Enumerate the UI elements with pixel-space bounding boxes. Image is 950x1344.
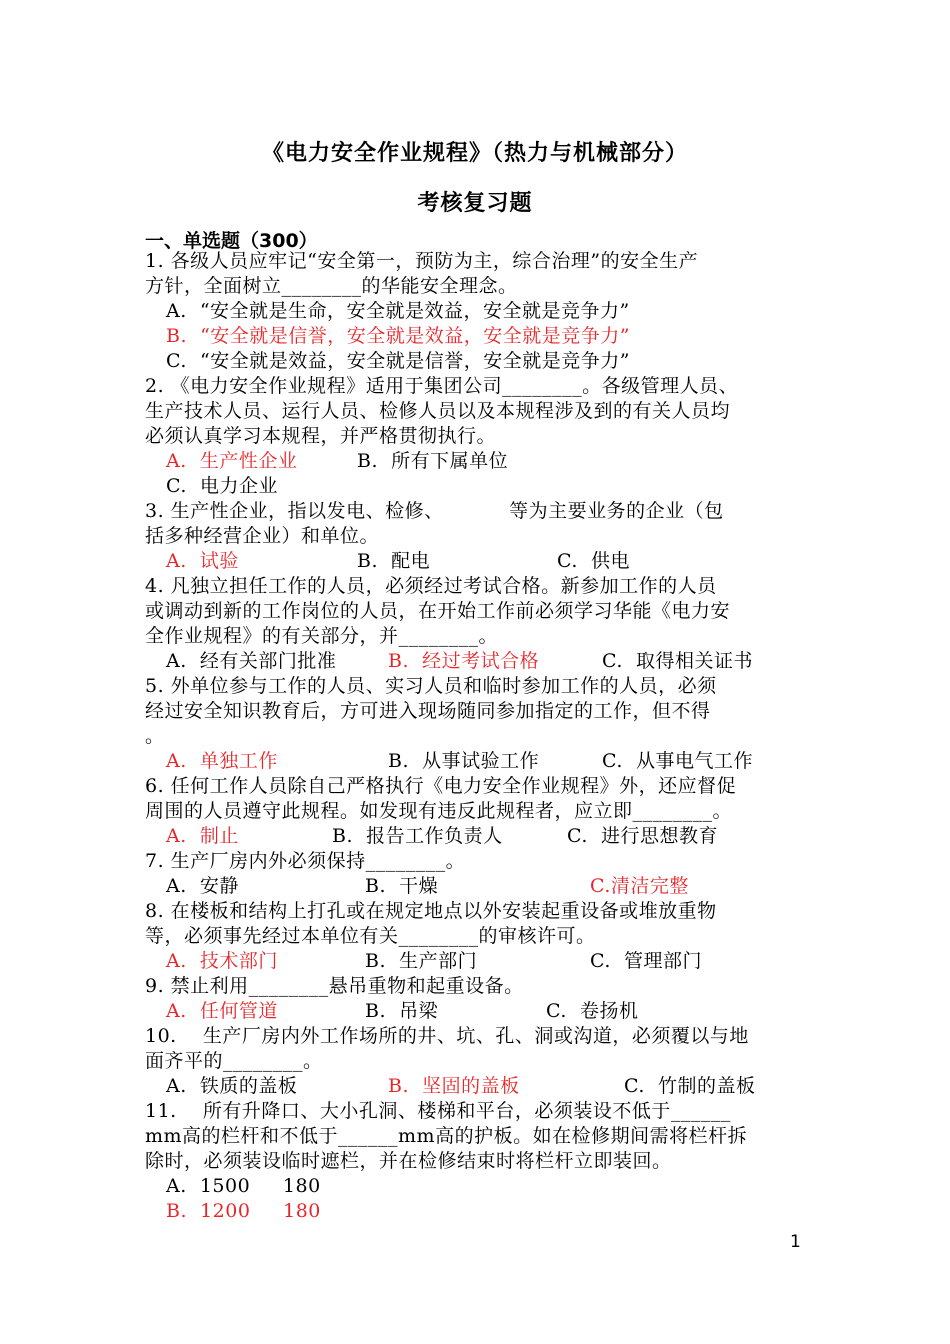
- question-6-line-1: 6. 任何工作人员除自己严格执行《电力安全作业规程》外，还应督促: [145, 775, 737, 797]
- question-5-option-b: B. 从事试验工作: [388, 750, 540, 772]
- question-11-line-3: 除时，必须装设临时遮栏，并在检修结束时将栏杆立即装回。: [145, 1150, 672, 1172]
- question-2-line-2: 生产技术人员、运行人员、检修人员以及本规程涉及到的有关人员均: [145, 400, 731, 422]
- question-7-option-a: A. 安静: [166, 875, 239, 897]
- question-10-line-1: 10. 生产厂房内外工作场所的井、坑、孔、洞或沟道，必须覆以与地: [145, 1025, 749, 1047]
- question-11-line-1: 11. 所有升降口、大小孔洞、楼梯和平台，必须装设不低于______: [145, 1100, 731, 1122]
- question-8-option-a-answer: A. 技术部门: [166, 950, 278, 972]
- question-5-line-3: 。: [145, 725, 165, 747]
- question-10-line-2: 面齐平的________。: [145, 1050, 323, 1072]
- question-5-line-2: 经过安全知识教育后，方可进入现场随同参加指定的工作，但不得: [145, 700, 711, 722]
- question-7-option-c-answer: C.清洁完整: [590, 875, 689, 897]
- question-9-option-c: C. 卷扬机: [546, 1000, 639, 1022]
- question-5-option-c: C. 从事电气工作: [602, 750, 753, 772]
- question-2-line-3: 必须认真学习本规程，并严格贯彻执行。: [145, 425, 497, 447]
- question-2-option-c: C. 电力企业: [166, 475, 278, 497]
- question-4-line-1: 4. 凡独立担任工作的人员，必须经过考试合格。新参加工作的人员: [145, 575, 717, 597]
- question-3-option-a-answer: A. 试验: [166, 550, 239, 572]
- question-10-option-a: A. 铁质的盖板: [166, 1075, 298, 1097]
- question-8-option-b: B. 生产部门: [365, 950, 478, 972]
- question-5-option-a-answer: A. 单独工作: [166, 750, 278, 772]
- question-1-line-2: 方针，全面树立________的华能安全理念。: [145, 275, 518, 297]
- question-3-option-b: B. 配电: [357, 550, 431, 572]
- question-6-option-b: B. 报告工作负责人: [332, 825, 503, 847]
- question-8-line-1: 8. 在楼板和结构上打孔或在规定地点以外安装起重设备或堆放重物: [145, 900, 717, 922]
- question-11-option-b-answer: B. 1200 180: [166, 1200, 321, 1222]
- question-4-option-c: C. 取得相关证书: [602, 650, 753, 672]
- question-1-option-c: C. “安全就是效益，安全就是信誉，安全就是竞争力”: [166, 350, 630, 372]
- question-4-line-2: 或调动到新的工作岗位的人员，在开始工作前必须学习华能《电力安: [145, 600, 731, 622]
- question-3-option-c: C. 供电: [557, 550, 630, 572]
- question-1-option-a: A. “安全就是生命，安全就是效益，安全就是竞争力”: [166, 300, 630, 322]
- question-8-option-c: C. 管理部门: [590, 950, 702, 972]
- question-7-line-1: 7. 生产厂房内外必须保持________。: [145, 850, 466, 872]
- question-9-option-b: B. 吊梁: [365, 1000, 439, 1022]
- document-subtitle: 考核复习题: [417, 191, 533, 216]
- question-10-option-c: C. 竹制的盖板: [624, 1075, 756, 1097]
- question-2-line-1: 2. 《电力安全作业规程》适用于集团公司________。各级管理人员、: [145, 375, 739, 397]
- question-9-option-a-answer: A. 任何管道: [166, 1000, 278, 1022]
- question-2-option-b: B. 所有下属单位: [357, 450, 509, 472]
- question-5-line-1: 5. 外单位参与工作的人员、实习人员和临时参加工作的人员，必须: [145, 675, 717, 697]
- question-3-line-2: 括多种经营企业）和单位。: [145, 525, 380, 547]
- question-6-option-c: C. 进行思想教育: [567, 825, 718, 847]
- document-title: 《电力安全作业规程》（热力与机械部分）: [261, 141, 688, 166]
- question-6-option-a-answer: A. 制止: [166, 825, 239, 847]
- question-4-line-3: 全作业规程》的有关部分，并________。: [145, 625, 499, 647]
- question-11-option-a: A. 1500 180: [166, 1175, 321, 1197]
- question-2-option-a-answer: A. 生产性企业: [166, 450, 298, 472]
- section-heading: 一、单选题（300）: [145, 230, 318, 252]
- question-1-option-b-answer: B. “安全就是信誉，安全就是效益，安全就是竞争力”: [166, 325, 631, 347]
- question-11-line-2: mm高的栏杆和不低于______mm高的护板。如在检修期间需将栏杆拆: [145, 1125, 748, 1147]
- question-1-line-1: 1. 各级人员应牢记“安全第一，预防为主，综合治理”的安全生产: [145, 250, 699, 272]
- page-number: 1: [790, 1232, 801, 1252]
- question-7-option-b: B. 干燥: [365, 875, 439, 897]
- question-3-line-1: 3. 生产性企业，指以发电、检修、 等为主要业务的企业（包: [145, 500, 724, 522]
- question-6-line-2: 周围的人员遵守此规程。如发现有违反此规程者，应立即________。: [145, 800, 733, 822]
- question-4-option-b-answer: B. 经过考试合格: [388, 650, 540, 672]
- question-4-option-a: A. 经有关部门批准: [166, 650, 337, 672]
- question-8-line-2: 等，必须事先经过本单位有关________的审核许可。: [145, 925, 596, 947]
- question-10-option-b-answer: B. 坚固的盖板: [388, 1075, 520, 1097]
- question-9-line-1: 9. 禁止利用________悬吊重物和起重设备。: [145, 975, 524, 997]
